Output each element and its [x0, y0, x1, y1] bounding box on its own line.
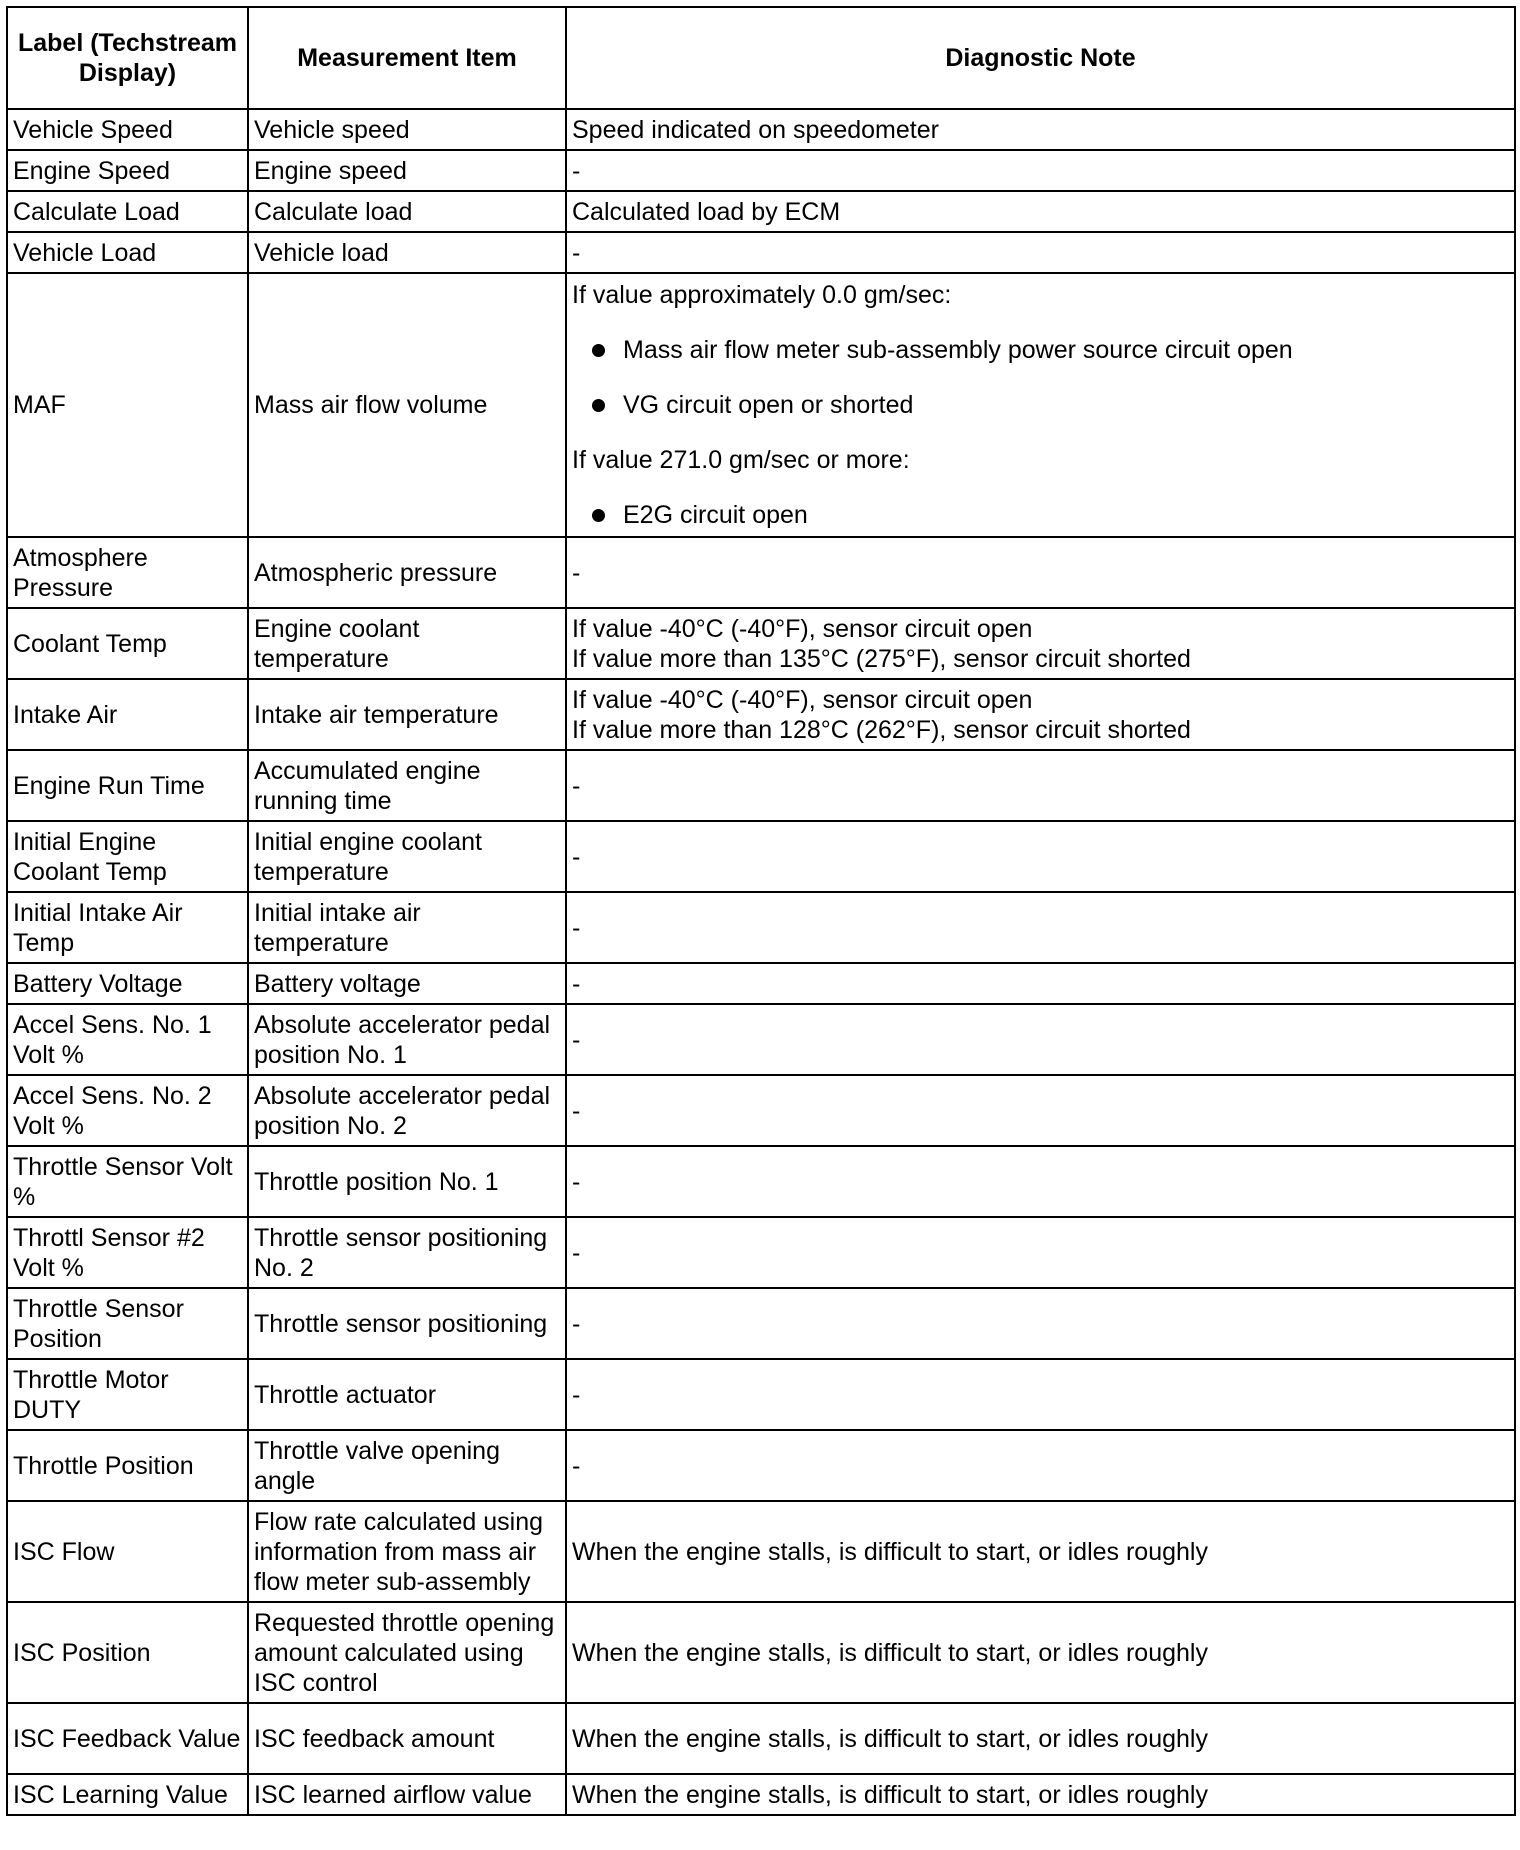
table-row	[7, 679, 1515, 750]
label-cell: Throttl Sensor #2 Volt %	[7, 1217, 248, 1288]
measurement-cell: Throttle position No. 1	[248, 1146, 566, 1217]
note-cell: -	[566, 1146, 1515, 1217]
table-row	[7, 1146, 1515, 1217]
table-row	[7, 109, 1515, 150]
header-label: Label (Techstream Display)	[7, 7, 248, 109]
table-row	[7, 1075, 1515, 1146]
measurement-cell: Absolute accelerator pedal position No. 2	[248, 1075, 566, 1146]
note-cell: -	[566, 750, 1515, 821]
header-row	[7, 7, 1515, 109]
table-row	[7, 1004, 1515, 1075]
note-cell: -	[566, 232, 1515, 273]
table-row	[7, 821, 1515, 892]
label-cell: ISC Position	[7, 1602, 248, 1703]
measurement-cell: Engine coolant temperature	[248, 608, 566, 679]
maf-note-list-low	[572, 335, 1509, 420]
table-row	[7, 537, 1515, 608]
note-cell: -	[566, 1004, 1515, 1075]
table-row	[7, 1501, 1515, 1602]
label-cell: ISC Flow	[7, 1501, 248, 1602]
measurement-cell: Accumulated engine running time	[248, 750, 566, 821]
note-line: If value -40°C (-40°F), sensor circuit open	[572, 614, 1033, 643]
label-cell: Battery Voltage	[7, 963, 248, 1004]
measurement-cell: Throttle sensor positioning No. 2	[248, 1217, 566, 1288]
label-cell: Vehicle Speed	[7, 109, 248, 150]
measurement-cell: Engine speed	[248, 150, 566, 191]
measurement-cell: Initial engine coolant temperature	[248, 821, 566, 892]
list-item: Mass air flow meter sub-assembly power source circuit open	[572, 335, 1509, 365]
bullet-icon	[592, 399, 605, 412]
measurement-cell: Vehicle speed	[248, 109, 566, 150]
measurement-cell: Battery voltage	[248, 963, 566, 1004]
note-cell: -	[566, 1430, 1515, 1501]
note-cell: -	[566, 150, 1515, 191]
measurement-cell: Absolute accelerator pedal position No. 1	[248, 1004, 566, 1075]
note-cell: When the engine stalls, is difficult to start, or idles roughly	[566, 1501, 1515, 1602]
label-cell: Accel Sens. No. 1 Volt %	[7, 1004, 248, 1075]
note-cell	[566, 273, 1515, 537]
data-list-document	[6, 6, 1516, 1816]
measurement-cell: Throttle valve opening angle	[248, 1430, 566, 1501]
label-cell: Accel Sens. No. 2 Volt %	[7, 1075, 248, 1146]
measurement-cell: ISC feedback amount	[248, 1703, 566, 1774]
measurement-cell: Calculate load	[248, 191, 566, 232]
label-cell: Throttle Sensor Volt %	[7, 1146, 248, 1217]
measurement-cell: ISC learned airflow value	[248, 1774, 566, 1815]
maf-note-list-high	[572, 500, 1509, 530]
label-cell: Initial Engine Coolant Temp	[7, 821, 248, 892]
note-cell: -	[566, 1359, 1515, 1430]
note-line: If value more than 128°C (262°F), sensor circuit shorted	[572, 715, 1191, 744]
measurement-cell: Atmospheric pressure	[248, 537, 566, 608]
label-cell: Throttle Position	[7, 1430, 248, 1501]
label-cell: Calculate Load	[7, 191, 248, 232]
header-diagnostic-note: Diagnostic Note	[566, 7, 1515, 109]
label-cell: Throttle Sensor Position	[7, 1288, 248, 1359]
label-cell: Throttle Motor DUTY	[7, 1359, 248, 1430]
bullet-icon	[592, 344, 605, 357]
note-cell: Speed indicated on speedometer	[566, 109, 1515, 150]
table-row	[7, 963, 1515, 1004]
data-list-table	[6, 6, 1516, 1816]
label-cell: ISC Feedback Value	[7, 1703, 248, 1774]
note-cell: -	[566, 821, 1515, 892]
note-cell: -	[566, 1217, 1515, 1288]
note-cell	[566, 679, 1515, 750]
label-cell: Intake Air	[7, 679, 248, 750]
measurement-cell: Vehicle load	[248, 232, 566, 273]
note-cell	[566, 608, 1515, 679]
label-cell: Coolant Temp	[7, 608, 248, 679]
note-line: If value -40°C (-40°F), sensor circuit open	[572, 685, 1033, 714]
table-row	[7, 273, 1515, 537]
table-row	[7, 1703, 1515, 1774]
measurement-cell: Initial intake air temperature	[248, 892, 566, 963]
measurement-cell: Flow rate calculated using information from mass air flow meter sub-assembly	[248, 1501, 566, 1602]
label-cell: ISC Learning Value	[7, 1774, 248, 1815]
measurement-cell: Requested throttle opening amount calculated using ISC control	[248, 1602, 566, 1703]
label-cell: Atmosphere Pressure	[7, 537, 248, 608]
label-cell: Engine Run Time	[7, 750, 248, 821]
note-line: If value more than 135°C (275°F), sensor circuit shorted	[572, 644, 1191, 673]
note-cell: -	[566, 963, 1515, 1004]
measurement-cell: Mass air flow volume	[248, 273, 566, 537]
label-cell: Initial Intake Air Temp	[7, 892, 248, 963]
label-cell: Vehicle Load	[7, 232, 248, 273]
table-row	[7, 232, 1515, 273]
table-row	[7, 750, 1515, 821]
note-cell: When the engine stalls, is difficult to start, or idles roughly	[566, 1774, 1515, 1815]
table-row	[7, 608, 1515, 679]
list-item: VG circuit open or shorted	[572, 390, 1509, 420]
label-cell: MAF	[7, 273, 248, 537]
table-row	[7, 1217, 1515, 1288]
maf-note-intro-high: If value 271.0 gm/sec or more:	[572, 446, 910, 474]
table-row	[7, 1774, 1515, 1815]
table-row	[7, 1359, 1515, 1430]
measurement-cell: Throttle actuator	[248, 1359, 566, 1430]
table-row	[7, 892, 1515, 963]
table-row	[7, 1288, 1515, 1359]
list-item: E2G circuit open	[572, 500, 1509, 530]
measurement-cell: Throttle sensor positioning	[248, 1288, 566, 1359]
maf-note-intro-low: If value approximately 0.0 gm/sec:	[572, 281, 952, 309]
note-cell: -	[566, 537, 1515, 608]
measurement-cell: Intake air temperature	[248, 679, 566, 750]
note-cell: When the engine stalls, is difficult to start, or idles roughly	[566, 1602, 1515, 1703]
bullet-icon	[592, 509, 605, 522]
table-row	[7, 150, 1515, 191]
note-cell: Calculated load by ECM	[566, 191, 1515, 232]
note-cell: -	[566, 1288, 1515, 1359]
table-row	[7, 1602, 1515, 1703]
label-cell: Engine Speed	[7, 150, 248, 191]
note-cell: -	[566, 1075, 1515, 1146]
table-row	[7, 191, 1515, 232]
table-row	[7, 1430, 1515, 1501]
note-cell: When the engine stalls, is difficult to start, or idles roughly	[566, 1703, 1515, 1774]
note-cell: -	[566, 892, 1515, 963]
header-measurement-item: Measurement Item	[248, 7, 566, 109]
